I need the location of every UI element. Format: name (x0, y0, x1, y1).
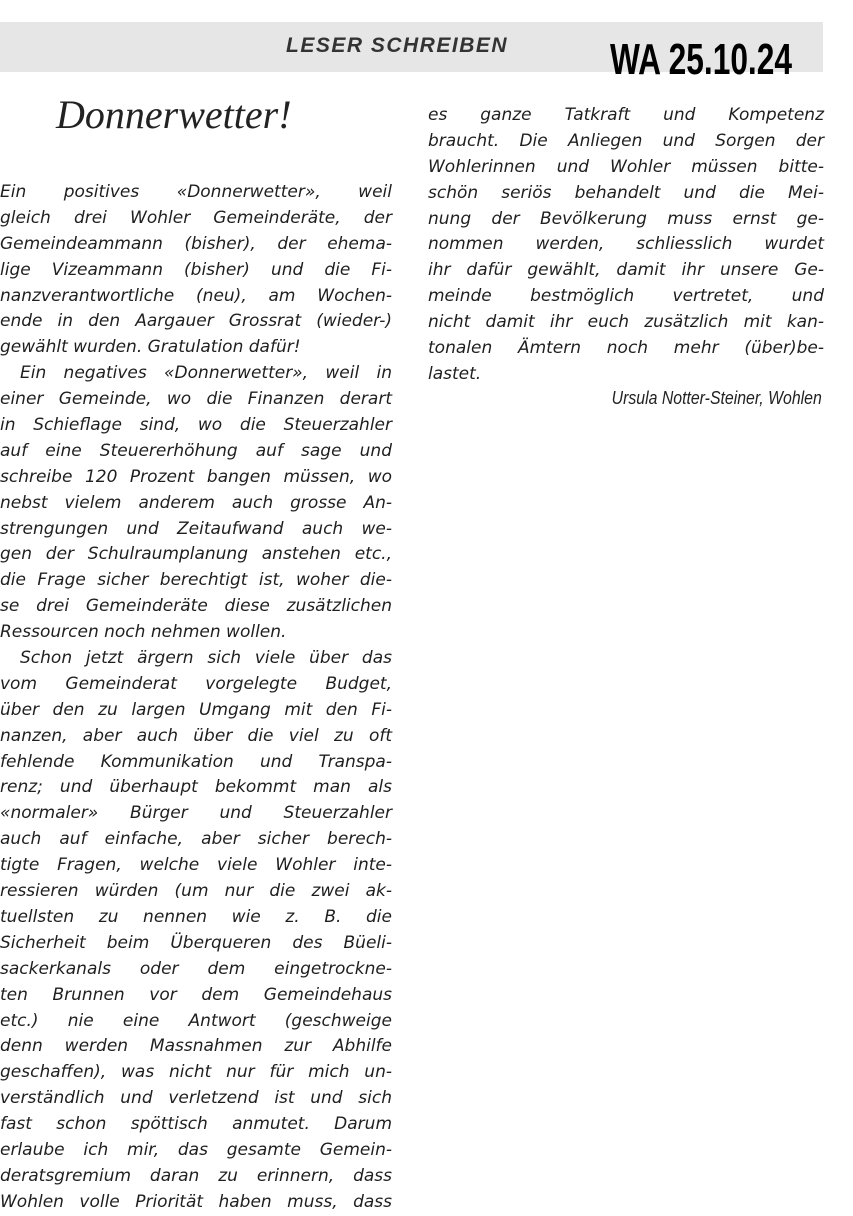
body-line: Schon jetzt ärgern sich viele über das (20, 648, 392, 669)
body-line: ressieren würden (um nur die zwei ak- (0, 881, 392, 902)
body-line: auf eine Steuererhöhung auf sage und (0, 440, 392, 461)
body-line: Gemeindeammann (bisher), der ehema- (0, 233, 392, 254)
section-rubric: LESER SCHREIBEN (286, 34, 509, 57)
date-stamp: WA 25.10.24 (610, 35, 792, 84)
body-line: ten Brunnen vor dem Gemeindehaus (0, 984, 392, 1005)
body-line: tonalen Ämtern noch mehr (über)be- (428, 338, 824, 359)
body-line: «normaler» Bürger und Steuerzahler (0, 803, 392, 824)
body-line: nung der Bevölkerung muss ernst ge- (428, 208, 824, 229)
body-line: denn werden Massnahmen zur Abhilfe (0, 1036, 392, 1057)
body-line: es ganze Tatkraft und Kompetenz (428, 105, 824, 125)
body-line: vom Gemeinderat vorgelegte Budget, (0, 673, 392, 694)
letter-author: Ursula Notter-Steiner, Wohlen (611, 388, 822, 408)
body-line: sackerkanals oder dem eingetrockne- (0, 958, 392, 979)
body-line: fast schon spöttisch anmutet. Darum (0, 1114, 392, 1135)
body-line: schreibe 120 Prozent bangen müssen, wo (0, 466, 392, 487)
body-line: nommen werden, schliesslich wurdet (428, 234, 824, 255)
letter-column-right (428, 103, 824, 388)
body-line: lastet. (428, 363, 482, 384)
body-line: Wohlerinnen und Wohler müssen bitte- (428, 156, 824, 177)
body-line: geschaffen), was nicht nur für mich un- (0, 1062, 392, 1083)
body-line: deratsgremium daran zu erinnern, dass (0, 1165, 392, 1186)
body-line: gleich drei Wohler Gemeinderäte, der (0, 207, 392, 228)
body-line: fehlende Kommunikation und Transpa- (0, 751, 392, 772)
body-line: einer Gemeinde, wo die Finanzen derart (0, 389, 392, 410)
body-line: tuellsten zu nennen wie z. B. die (0, 906, 392, 927)
body-line: braucht. Die Anliegen und Sorgen der (428, 130, 824, 151)
body-line: auch auf einfache, aber sicher berech- (0, 829, 392, 850)
body-line: nanzverantwortliche (neu), am Wochen- (0, 285, 392, 306)
body-line: ende in den Aargauer Grossrat (wieder-) (0, 311, 392, 332)
body-line: ihr dafür gewählt, damit ihr unsere Ge- (428, 260, 824, 281)
body-line: gewählt wurden. Gratulation dafür! (0, 337, 301, 358)
body-line: Ressourcen noch nehmen wollen. (0, 622, 287, 643)
body-line: nebst vielem anderem auch grosse An- (0, 492, 392, 513)
body-line: nicht damit ihr euch zusätzlich mit kan- (428, 312, 824, 333)
body-line: die Frage sicher berechtigt ist, woher die- (0, 570, 392, 591)
body-line: verständlich und verletzend ist und sich (0, 1088, 392, 1109)
body-line: tigte Fragen, welche viele Wohler inte- (0, 855, 392, 876)
body-line: etc.) nie eine Antwort (geschweige (0, 1010, 392, 1031)
body-line: schön seriös behandelt und die Mei- (428, 182, 824, 203)
body-line: in Schieflage sind, wo die Steuerzahler (0, 415, 392, 436)
body-line: renz; und überhaupt bekommt man als (0, 777, 392, 798)
body-line: Wohlen volle Priorität haben muss, dass (0, 1191, 392, 1212)
body-line: gen der Schulraumplanung anstehen etc., (0, 544, 392, 565)
body-line: über den zu largen Umgang mit den Fi- (0, 699, 392, 720)
body-line: strengungen und Zeitaufwand auch we- (0, 518, 392, 539)
body-line: erlaube ich mir, das gesamte Gemein- (0, 1139, 392, 1160)
body-line: Sicherheit beim Überqueren des Büeli- (0, 932, 392, 953)
body-line: meinde bestmöglich vertretet, und (428, 286, 824, 307)
letter-column-left (0, 180, 392, 1216)
body-line: Ein negatives «Donnerwetter», weil in (20, 363, 392, 384)
body-line: se drei Gemeinderäte diese zusätzlichen (0, 596, 392, 617)
body-line: lige Vizeammann (bisher) und die Fi- (0, 259, 392, 280)
body-line: nanzen, aber auch über die viel zu oft (0, 725, 392, 746)
letter-headline: Donnerwetter! (56, 92, 292, 137)
body-line: Ein positives «Donnerwetter», weil (0, 182, 392, 202)
